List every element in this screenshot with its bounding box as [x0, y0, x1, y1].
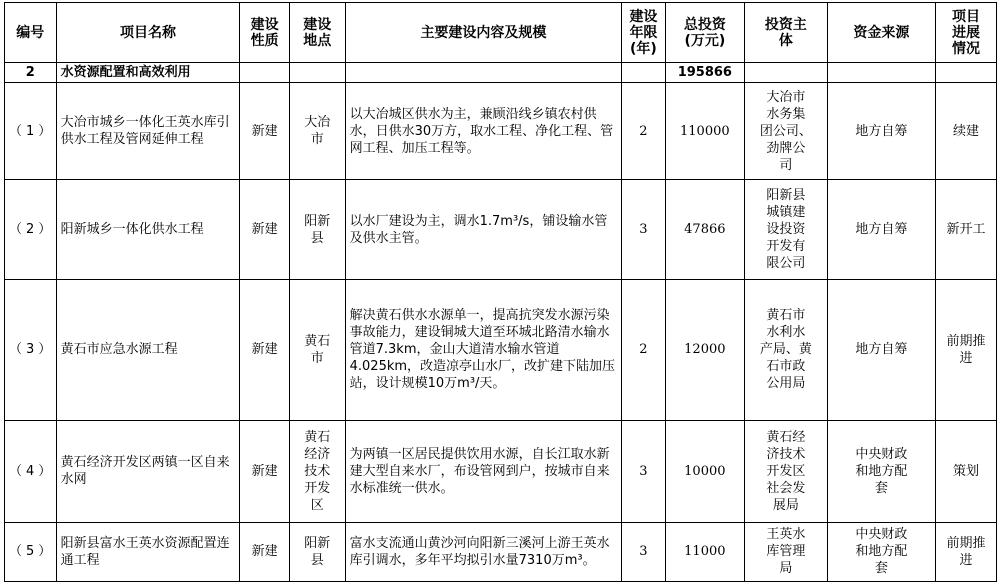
section-empty [289, 63, 345, 83]
section-row [5, 63, 997, 83]
cell-investment: 47866 [665, 180, 744, 279]
cell-funding: 地方自筹 [827, 279, 935, 420]
cell-investor: 大冶市 水务集 团公司、 劲牌公 司 [745, 83, 828, 180]
header-project-name: 项目名称 [56, 3, 240, 63]
cell-content: 解决黄石供水水源单一，提高抗突发水源污染事故能力，建设铜城大道至环城北路清水输水管道7.3km，金山大道清水输水管道4.025km，改造凉亭山水厂，改扩建下陆加压站，设计规模10万m³/天。 [345, 279, 622, 420]
cell-years: 3 [622, 522, 665, 581]
section-empty [622, 63, 665, 83]
table-row [5, 180, 997, 279]
cell-nature: 新建 [240, 83, 290, 180]
cell-nature: 新建 [240, 522, 290, 581]
cell-project-name: 黄石经济开发区两镇一区自来水网 [56, 420, 240, 522]
header-years: 建设 年限 (年) [622, 3, 665, 63]
cell-project-name: 阳新县富水王英水资源配置连通工程 [56, 522, 240, 581]
cell-project-name: 阳新城乡一体化供水工程 [56, 180, 240, 279]
cell-location: 阳新 县 [289, 180, 345, 279]
cell-number: （4） [5, 420, 57, 522]
table-row [5, 83, 997, 180]
section-total: 195866 [665, 63, 744, 83]
cell-nature: 新建 [240, 420, 290, 522]
cell-years: 3 [622, 180, 665, 279]
cell-number: （5） [5, 522, 57, 581]
header-investment: 总投资 (万元) [665, 3, 744, 63]
cell-progress: 续建 [936, 83, 997, 180]
cell-project-name: 黄石市应急水源工程 [56, 279, 240, 420]
cell-investor: 王英水 库管理 局 [745, 522, 828, 581]
cell-location: 黄石 市 [289, 279, 345, 420]
cell-investment: 110000 [665, 83, 744, 180]
cell-nature: 新建 [240, 180, 290, 279]
cell-years: 3 [622, 420, 665, 522]
header-row [5, 3, 997, 63]
cell-investor: 黄石市 水利水 产局、黄 石市政 公用局 [745, 279, 828, 420]
table-row [5, 420, 997, 522]
cell-progress: 前期推 进 [936, 279, 997, 420]
cell-progress: 新开工 [936, 180, 997, 279]
cell-location: 大冶 市 [289, 83, 345, 180]
header-number: 编号 [5, 3, 57, 63]
section-empty [345, 63, 622, 83]
cell-investor: 黄石经 济技术 开发区 社会发 展局 [745, 420, 828, 522]
cell-funding: 中央财政 和地方配 套 [827, 420, 935, 522]
cell-progress: 策划 [936, 420, 997, 522]
cell-nature: 新建 [240, 279, 290, 420]
section-empty [745, 63, 828, 83]
cell-number: （2） [5, 180, 57, 279]
cell-content: 以大冶城区供水为主，兼顾沿线乡镇农村供水，日供水30万方，取水工程、净化工程、管网工程、加压工程等。 [345, 83, 622, 180]
section-number: 2 [5, 63, 57, 83]
header-location: 建设 地点 [289, 3, 345, 63]
cell-funding: 中央财政 和地方配 套 [827, 522, 935, 581]
section-empty [936, 63, 997, 83]
header-investor: 投资主 体 [745, 3, 828, 63]
section-name: 水资源配置和高效利用 [56, 63, 240, 83]
cell-investment: 12000 [665, 279, 744, 420]
cell-content: 以水厂建设为主，调水1.7m³/s，铺设输水管及供水主管。 [345, 180, 622, 279]
cell-years: 2 [622, 279, 665, 420]
table-row [5, 279, 997, 420]
cell-location: 阳新 县 [289, 522, 345, 581]
cell-progress: 前期推 进 [936, 522, 997, 581]
cell-investor: 阳新县 城镇建 设投资 开发有 限公司 [745, 180, 828, 279]
cell-content: 富水支流通山黄沙河向阳新三溪河上游王英水库引调水，多年平均拟引水量7310万m³。 [345, 522, 622, 581]
project-table [4, 2, 997, 582]
cell-investment: 11000 [665, 522, 744, 581]
section-empty [240, 63, 290, 83]
cell-location: 黄石 经济 技术 开发 区 [289, 420, 345, 522]
header-nature: 建设 性质 [240, 3, 290, 63]
cell-investment: 10000 [665, 420, 744, 522]
header-content: 主要建设内容及规模 [345, 3, 622, 63]
cell-number: （3） [5, 279, 57, 420]
cell-project-name: 大冶市城乡一体化王英水库引供水工程及管网延伸工程 [56, 83, 240, 180]
cell-number: （1） [5, 83, 57, 180]
cell-funding: 地方自筹 [827, 83, 935, 180]
section-empty [827, 63, 935, 83]
header-progress: 项目 进展 情况 [936, 3, 997, 63]
cell-content: 为两镇一区居民提供饮用水源，自长江取水新建大型自来水厂，布设管网到户，按城市自来水标准统一供水。 [345, 420, 622, 522]
cell-funding: 地方自筹 [827, 180, 935, 279]
table-row [5, 522, 997, 581]
header-funding: 资金来源 [827, 3, 935, 63]
cell-years: 2 [622, 83, 665, 180]
